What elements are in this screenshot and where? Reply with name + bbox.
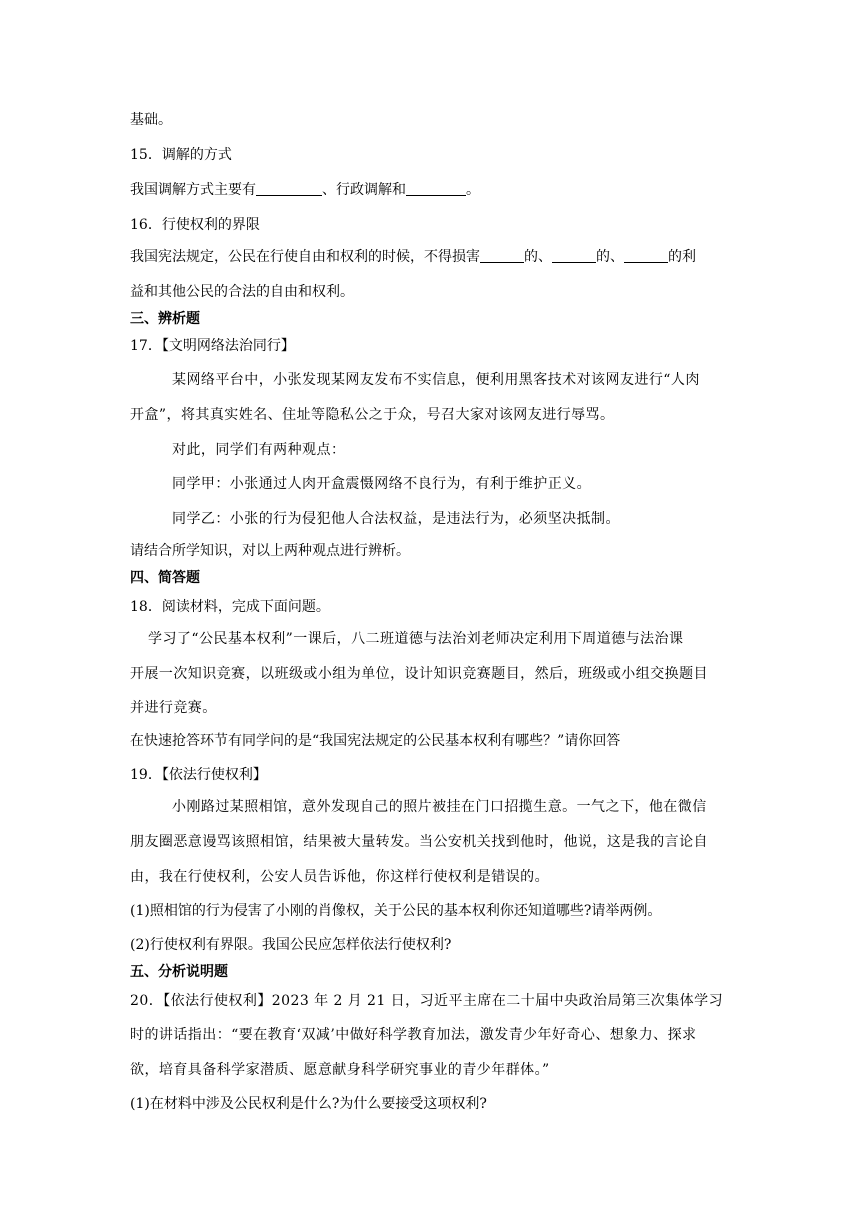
question-16-title: 16．行使权利的界限 bbox=[130, 217, 260, 233]
text-segment: 。 bbox=[466, 182, 480, 198]
text-line: 同学乙：小张的行为侵犯他人合法权益，是违法行为，必须坚决抵制。 bbox=[172, 511, 620, 527]
text-line: 对此，同学们有两种观点： bbox=[172, 442, 346, 458]
fill-blank bbox=[624, 248, 668, 263]
text-segment: 的利 bbox=[668, 249, 696, 265]
question-17-title: 17．【文明网络法治同行】 bbox=[130, 338, 295, 354]
fill-blank bbox=[256, 181, 322, 196]
text-segment: 我国调解方式主要有 bbox=[130, 182, 256, 198]
text-line: 时的讲话指出：“要在教育‘双减’中做好科学教育加法，激发青少年好奇心、想象力、探求 bbox=[130, 1027, 697, 1043]
text-line: 开展一次知识竞赛，以班级或小组为单位，设计知识竞赛题目，然后，班级或小组交换题目 bbox=[130, 666, 708, 682]
question-19-sub-2: (2)行使权利有界限。我国公民应怎样依法行使权利? bbox=[130, 937, 452, 953]
question-20-text: 20．【依法行使权利】2023 年 2 月 21 日，习近平主席在二十届中央政治局第三次集体学习 bbox=[130, 993, 724, 1009]
text-segment: 的、 bbox=[596, 249, 624, 265]
question-18-title: 18．阅读材料，完成下面问题。 bbox=[130, 599, 330, 615]
text-line: 基础。 bbox=[130, 112, 172, 128]
section-heading: 五、分析说明题 bbox=[130, 964, 228, 980]
section-heading: 四、简答题 bbox=[130, 570, 200, 586]
question-20-sub-1: (1)在材料中涉及公民权利是什么?为什么要接受这项权利? bbox=[130, 1096, 487, 1112]
question-17-prompt: 请结合所学知识，对以上两种观点进行辨析。 bbox=[130, 543, 410, 559]
text-line: 并进行竞赛。 bbox=[130, 700, 217, 716]
text-line: 益和其他公民的合法的自由和权利。 bbox=[130, 284, 354, 300]
text-line: 朋友圈恶意谩骂该照相馆，结果被大量转发。当公安机关找到他时，他说，这是我的言论自 bbox=[130, 834, 708, 850]
text-segment: 的、 bbox=[524, 249, 552, 265]
question-19-sub-1: (1)照相馆的行为侵害了小刚的肖像权，关于公民的基本权利你还知道哪些?请举两例。 bbox=[130, 903, 662, 919]
text-line: 同学甲：小张通过人肉开盒震慑网络不良行为，有利于维护正义。 bbox=[172, 476, 592, 492]
question-18-prompt: 在快速抢答环节有同学问的是“我国宪法规定的公民基本权利有哪些？”请你回答 bbox=[130, 733, 621, 749]
text-line: 某网络平台中，小张发现某网友发布不实信息，便利用黑客技术对该网友进行“人肉 bbox=[172, 372, 700, 388]
fill-blank bbox=[480, 248, 524, 263]
text-line: 由，我在行使权利，公安人员告诉他，你这样行使权利是错误的。 bbox=[130, 869, 550, 885]
text-line: 小刚路过某照相馆，意外发现自己的照片被挂在门口招揽生意。一气之下，他在微信 bbox=[172, 799, 707, 815]
text-line: 开盒”，将其真实姓名、住址等隐私公之于众，号召大家对该网友进行辱骂。 bbox=[130, 407, 615, 423]
text-segment: 、行政调解和 bbox=[322, 182, 406, 198]
text-segment: 我国宪法规定，公民在行使自由和权利的时候，不得损害 bbox=[130, 249, 480, 265]
section-heading: 三、辨析题 bbox=[130, 311, 200, 327]
text-line: 欲，培育具备科学家潜质、愿意献身科学研究事业的青少年群体。” bbox=[130, 1062, 550, 1078]
question-15-text bbox=[130, 180, 480, 200]
fill-blank bbox=[552, 248, 596, 263]
question-16-text bbox=[130, 247, 696, 267]
fill-blank bbox=[406, 181, 466, 196]
question-19-title: 19．【依法行使权利】 bbox=[130, 767, 267, 783]
text-line: 学习了“公民基本权利”一课后，八二班道德与法治刘老师决定利用下周道德与法治课 bbox=[148, 631, 684, 647]
question-15-title: 15．调解的方式 bbox=[130, 147, 232, 163]
